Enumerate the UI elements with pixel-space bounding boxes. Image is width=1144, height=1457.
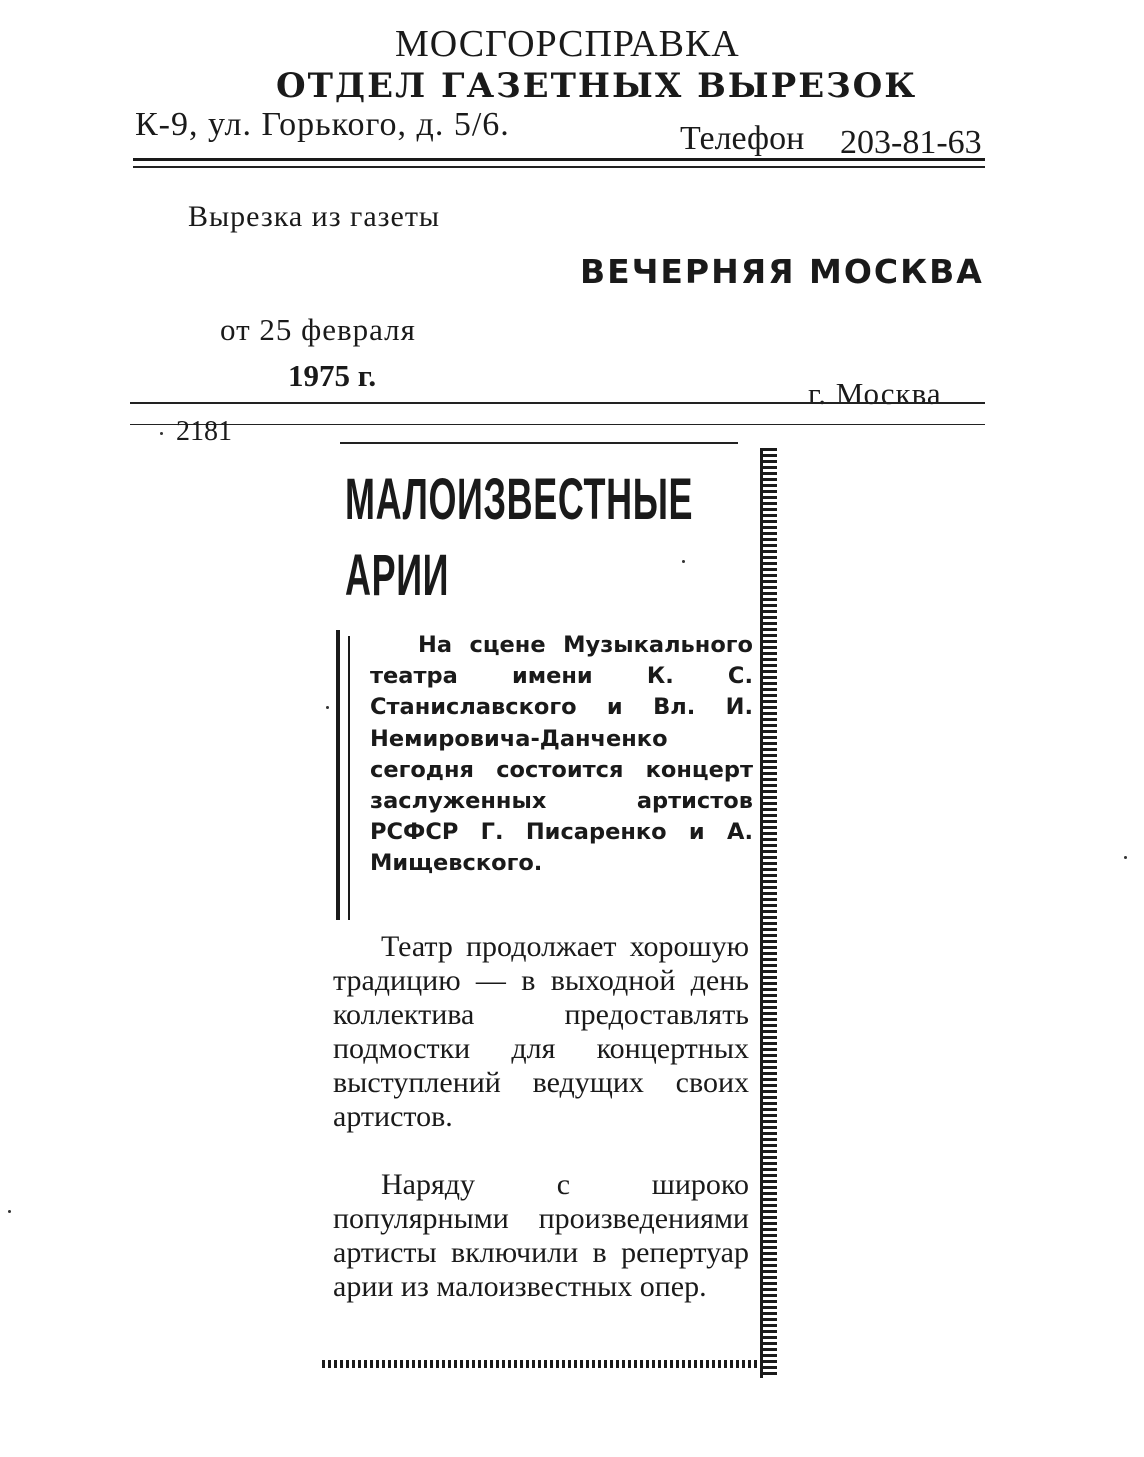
source-divider-secondary	[130, 424, 985, 425]
clipping-right-border	[760, 448, 777, 1378]
source-divider	[130, 402, 985, 404]
header-divider-secondary	[133, 166, 985, 168]
scan-speck	[1124, 856, 1127, 859]
issue-year: 1975 г.	[288, 358, 377, 393]
header-divider	[133, 158, 985, 161]
clipping-top-rule	[340, 442, 738, 444]
organization-name: МОСГОРСПРАВКА	[395, 23, 740, 65]
phone-number: 203-81-63	[840, 124, 982, 161]
clipping-bottom-border	[322, 1360, 762, 1368]
lead-margin-bar-inner	[348, 636, 350, 920]
article-headline-line1: МАЛОИЗВЕСТНЫЕ	[345, 467, 694, 532]
address: К-9, ул. Горького, д. 5/6.	[135, 106, 510, 143]
article-paragraph-2: Наряду с широко популярными произведениями артисты включили в репертуар арии из малоизвестных опер.	[333, 1168, 749, 1303]
phone-label: Телефон	[680, 120, 805, 157]
newspaper-name: ВЕЧЕРНЯЯ МОСКВА	[580, 252, 984, 291]
department-name: ОТДЕЛ ГАЗЕТНЫХ ВЫРЕЗОК	[276, 66, 918, 106]
article-paragraph-1: Театр продолжает хорошую традицию — в выходной день коллектива предоставлять подмостки для концертных выступлений ведущих своих артистов.	[333, 930, 749, 1133]
issue-city: г. Москва	[808, 376, 942, 411]
clip-number: 2181	[176, 416, 232, 447]
issue-date: от 25 февраля	[220, 312, 416, 347]
article-lead: На сцене Музыкального театра имени К. С. Станиславского и Вл. И. Немировича-Данченко сегодня состоится концерт заслуженных артистов РСФСР Г. Писаренко и А. Мищевского.	[370, 632, 753, 877]
clip-source-label: Вырезка из газеты	[188, 200, 441, 233]
scan-speck	[326, 706, 329, 709]
lead-margin-bar	[336, 630, 340, 920]
scan-speck	[682, 560, 685, 563]
scan-speck	[8, 1210, 11, 1213]
margin-mark	[160, 432, 163, 435]
article-headline-line2: АРИИ	[345, 543, 450, 608]
